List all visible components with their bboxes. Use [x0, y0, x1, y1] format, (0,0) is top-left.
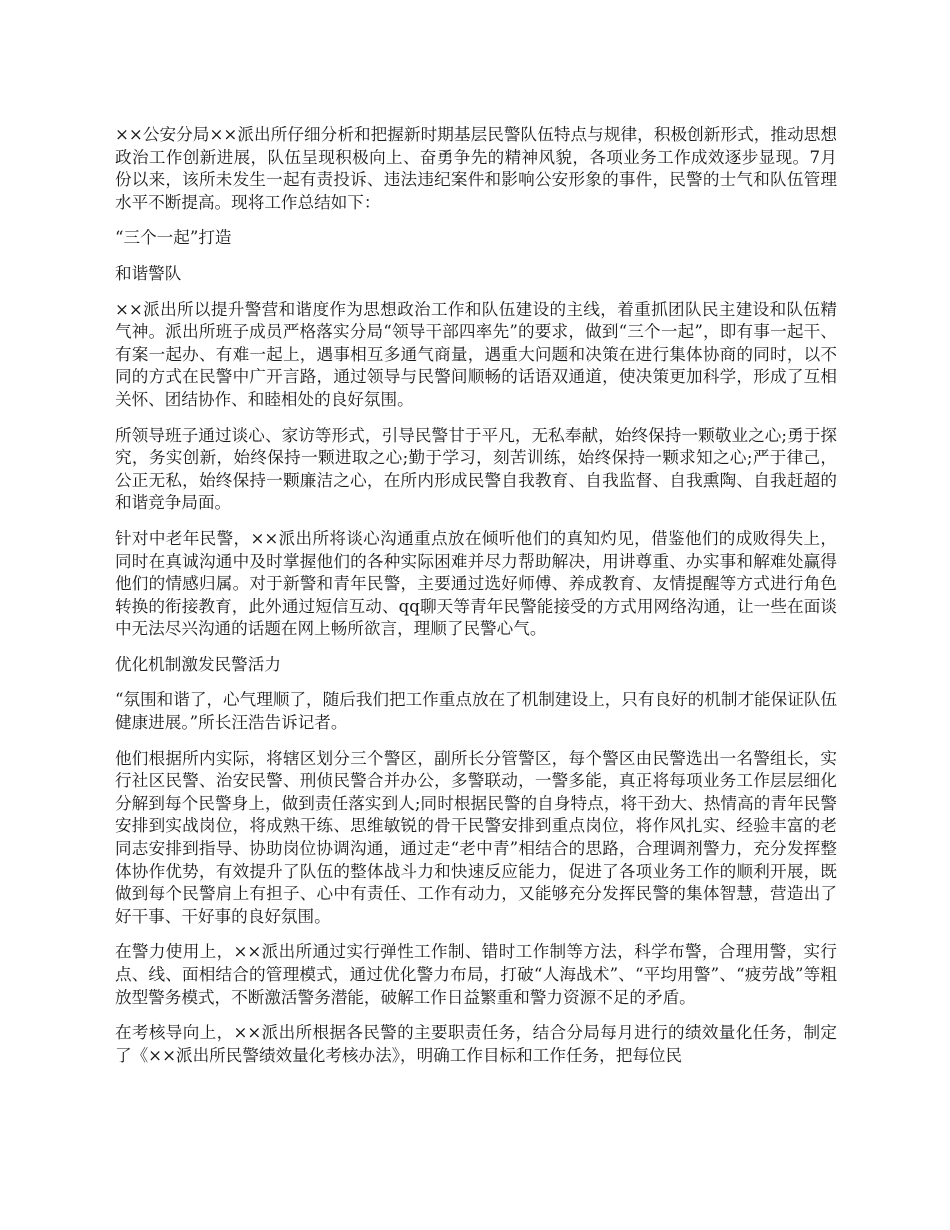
document-body: [115, 124, 837, 1080]
body-paragraph: ××派出所以提升警营和谐度作为思想政治工作和队伍建设的主线，着重抓团队民主建设和队伍精气神。派出所班子成员严格落实分局“领导干部四率先”的要求，做到“三个一起”，即有事一起干、有案一起办、有难一起上，遇事相互多通气商量，遇重大问题和决策在进行集体协商的同时，以不同的方式在民警中广开言路，通过领导与民警间顺畅的话语双通道，使决策更加科学，形成了互相关怀、团结协作、和睦相处的良好氛围。: [115, 299, 837, 409]
body-paragraph: 他们根据所内实际，将辖区划分三个警区，副所长分管警区，每个警区由民警选出一名警组长，实行社区民警、治安民警、刑侦民警合并办公，多警联动，一警多能，真正将每项业务工作层层细化分解到每个民警身上，做到责任落实到人;同时根据民警的自身特点，将干劲大、热情高的青年民警安排到实战岗位，将成熟干练、思维敏锐的骨干民警安排到重点岗位，将作风扎实、经验丰富的老同志安排到指导、协助岗位协调沟通，通过走“老中青”相结合的思路，合理调剂警力，充分发挥整体协作优势，有效提升了队伍的整体战斗力和快速反应能力，促进了各项业务工作的顺利开展，既做到每个民警肩上有担子、心中有责任、工作有动力，又能够充分发挥民警的集体智慧，营造出了好干事、干好事的良好氛围。: [115, 748, 837, 926]
body-paragraph: 在考核导向上，××派出所根据各民警的主要职责任务，结合分局每月进行的绩效量化任务，制定了《××派出所民警绩效量化考核办法》，明确工作目标和工作任务，把每位民: [115, 1023, 837, 1065]
intro-paragraph: ××公安分局××派出所仔细分析和把握新时期基层民警队伍特点与规律，积极创新形式，推动思想政治工作创新进展，队伍呈现积极向上、奋勇争先的精神风貌，各项业务工作成效逐步显现。7月份以来，该所未发生一起有责投诉、违法违纪案件和影响公安形象的事件，民警的士气和队伍管理水平不断提高。现将工作总结如下：: [115, 125, 837, 212]
quote-paragraph: “氛围和谐了，心气理顺了，随后我们把工作重点放在了机制建设上，只有良好的机制才能保证队伍健康进展。”所长汪浩告诉记者。: [115, 690, 838, 733]
body-paragraph: 所领导班子通过谈心、家访等形式，引导民警甘于平凡，无私奉献，始终保持一颗敬业之心;勇于探究，务实创新，始终保持一颗进取之心;勤于学习，刻苦训练，始终保持一颗求知之心;严于律己，公正无私，始终保持一颗廉洁之心，在所内形成民警自我教育、自我监督、自我熏陶、自我赶超的和谐竞争局面。: [115, 425, 837, 513]
body-paragraph: 针对中老年民警，××派出所将谈心沟通重点放在倾听他们的真知灼见，借鉴他们的成败得失上，同时在真诚沟通中及时掌握他们的各种实际困难并尽力帮助解决，用讲尊重、办实事和解难处赢得他们的情感归属。对于新警和青年民警，主要通过选好师傅、养成教育、友情提醒等方式进行角色转换的衔接教育，此外通过短信互动、qq聊天等青年民警能接受的方式用网络沟通，让一些在面谈中无法尽兴沟通的话题在网上畅所欲言，理顺了民警心气。: [115, 528, 837, 639]
section-heading-2: 优化机制激发民警活力: [115, 654, 281, 674]
section-heading-1a: “三个一起”打造: [115, 228, 232, 248]
section-heading-1b: 和谐警队: [115, 263, 182, 283]
body-paragraph: 在警力使用上，××派出所通过实行弹性工作制、错时工作制等方法，科学布警，合理用警，实行点、线、面相结合的管理模式，通过优化警力布局，打破“人海战术”、“平均用警”、“疲劳战”等粗放型警务模式，不断激活警务潜能，破解工作日益繁重和警力资源不足的矛盾。: [115, 942, 837, 1007]
